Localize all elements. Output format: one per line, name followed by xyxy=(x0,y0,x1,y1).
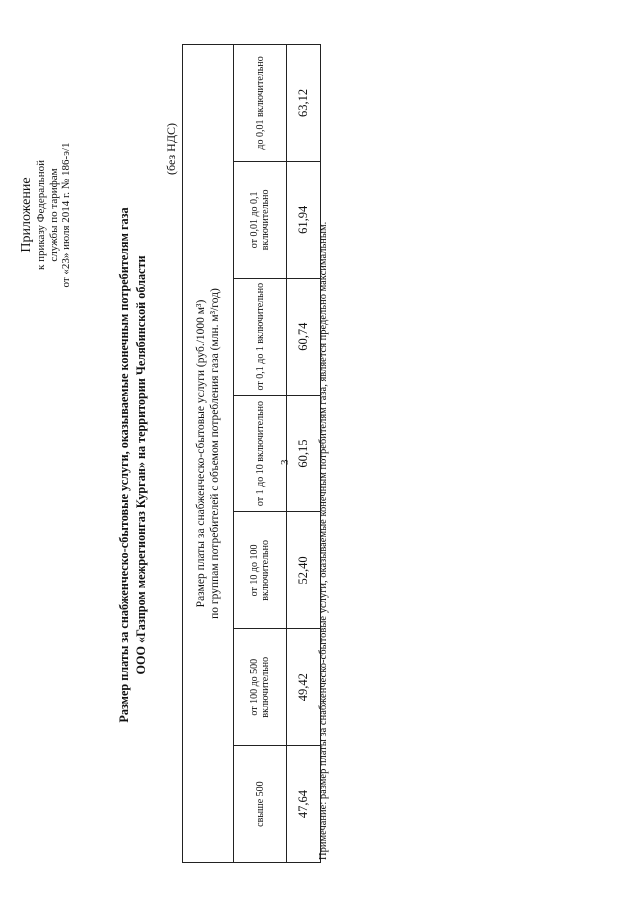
table-header-line-2: по группам потребителей с объемом потребления газа (млн. м³/год) xyxy=(209,288,221,619)
table-header-row xyxy=(183,45,234,863)
footnote: Примечание: размер платы за снабженческо-сбытовые услуги, оказываемые конечным потребителям газа, является предельно максимальным. xyxy=(318,221,329,860)
value-cell: 60,74 xyxy=(287,278,321,395)
group-cell: от 0,1 до 1 включительно xyxy=(234,278,287,395)
values-row xyxy=(287,45,321,863)
title-line-2: ООО «Газпром межрегионгаз Курган» на территории Челябинской области xyxy=(134,255,148,675)
group-cell: от 100 до 500 включительно xyxy=(234,629,287,746)
appendix-service-line: службы по тарифам xyxy=(47,168,60,262)
appendix-heading: Приложение xyxy=(19,177,34,253)
tariff-table xyxy=(182,44,321,863)
value-cell: 52,40 xyxy=(287,512,321,629)
document-title xyxy=(116,85,150,845)
appendix-block xyxy=(18,85,73,345)
group-cell: от 0,01 до 0,1 включительно xyxy=(234,161,287,278)
value-cell: 63,12 xyxy=(287,45,321,162)
value-cell: 60,15 xyxy=(287,395,321,512)
value-cell: 61,94 xyxy=(287,161,321,278)
appendix-date-line: от «23» июля 2014 г. № 186-э/1 xyxy=(60,142,72,288)
appendix-order-line: к приказу Федеральной xyxy=(35,160,47,270)
page-number: 3 xyxy=(279,459,291,465)
group-cell: до 0,01 включительно xyxy=(234,45,287,162)
vat-note: (без НДС) xyxy=(164,122,178,175)
title-line-1: Размер платы за снабженческо-сбытовые услуги, оказываемые конечным потребителям газа xyxy=(117,207,131,723)
table-header-line-1: Размер платы за снабженческо-сбытовые услуги (руб./1000 м³) xyxy=(195,299,207,608)
value-cell: 47,64 xyxy=(287,746,321,863)
group-cell: свыше 500 xyxy=(234,746,287,863)
consumer-groups-row xyxy=(234,45,287,863)
group-cell: от 10 до 100 включительно xyxy=(234,512,287,629)
table-header-cell xyxy=(183,45,234,863)
value-cell: 49,42 xyxy=(287,629,321,746)
group-cell: от 1 до 10 включительно xyxy=(234,395,287,512)
